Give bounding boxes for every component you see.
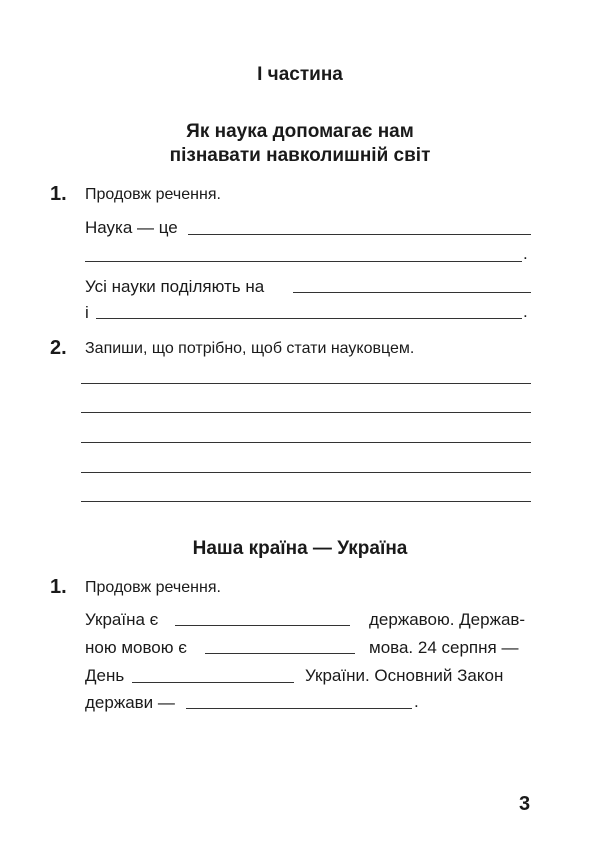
answer-line[interactable] xyxy=(293,292,531,293)
divided-into-label: Усі науки поділяють на xyxy=(85,277,265,296)
task-prompt: Запиши, що потрібно, щоб стати науковцем. xyxy=(85,340,415,357)
ukraine-is-label: Україна є xyxy=(85,610,159,629)
language-is-label: ною мовою є xyxy=(85,638,187,657)
answer-line[interactable] xyxy=(85,261,522,262)
task-number: 1. xyxy=(50,576,67,598)
answer-line[interactable] xyxy=(81,472,531,473)
answer-line[interactable] xyxy=(81,501,531,502)
answer-line[interactable] xyxy=(205,653,355,654)
of-ukraine-label: України. Основний Закон xyxy=(305,666,504,685)
task-number: 2. xyxy=(50,337,67,359)
answer-line[interactable] xyxy=(186,708,412,709)
answer-line[interactable] xyxy=(81,442,531,443)
page-number: 3 xyxy=(519,793,531,815)
answer-line[interactable] xyxy=(96,318,522,319)
period: . xyxy=(523,244,528,263)
task-number: 1. xyxy=(50,183,67,205)
section1-title-line1: Як наука допомагає нам xyxy=(186,121,414,142)
answer-line[interactable] xyxy=(81,383,531,384)
answer-line[interactable] xyxy=(81,412,531,413)
period: . xyxy=(523,302,528,321)
science-is-label: Наука — це xyxy=(85,218,178,237)
part-title: I частина xyxy=(257,64,343,85)
day-label: День xyxy=(85,666,125,685)
task-prompt: Продовж речення. xyxy=(85,186,221,203)
and-label: і xyxy=(85,303,89,322)
period: . xyxy=(414,692,419,711)
section2-title: Наша країна — Україна xyxy=(192,538,408,559)
of-state-label: держави — xyxy=(85,693,175,712)
answer-line[interactable] xyxy=(132,682,294,683)
task-prompt: Продовж речення. xyxy=(85,579,221,596)
language-august-label: мова. 24 серпня — xyxy=(369,638,519,657)
answer-line[interactable] xyxy=(175,625,350,626)
answer-line[interactable] xyxy=(188,234,531,235)
state-label: державою. Держав- xyxy=(369,610,526,629)
section1-title-line2: пізнавати навколишній світ xyxy=(169,145,431,166)
